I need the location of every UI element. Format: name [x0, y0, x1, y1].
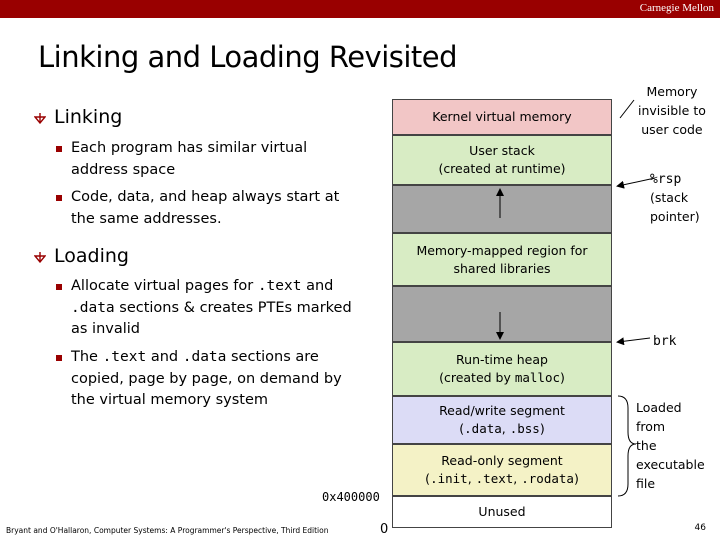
bullet-linking-label: Linking [54, 106, 123, 128]
loading-item-2-text: The .text and .data sections are copied, page by page, on demand by the virtual memory system [71, 349, 342, 408]
user-stack-line1: User stack [469, 143, 535, 158]
start-address-label: 0x400000 [322, 490, 380, 504]
mmap-line2: shared libraries [453, 260, 551, 276]
loading-item-1-text: Allocate virtual pages for .text and .data sections & creates PTEs marked as invalid [71, 278, 352, 337]
heap-line2: (created by malloc) [439, 370, 565, 385]
heap-line1: Run-time heap [456, 352, 548, 367]
footer-citation: Bryant and O'Hallaron, Computer Systems: A Programmer's Perspective, Third Edition [6, 526, 329, 535]
rw-line2: (.data, .bss) [459, 421, 545, 436]
user-stack-line2: (created at runtime) [438, 161, 566, 176]
slide-title: Linking and Loading Revisited [38, 40, 458, 74]
rsp-note: (stack pointer) [650, 190, 700, 224]
linking-item-1-text: Each program has similar virtual address space [71, 140, 308, 178]
loaded-note: Loaded from the executable file [636, 400, 705, 491]
loaded-brace [618, 396, 636, 496]
rsp-label: %rsp [650, 172, 682, 187]
brk-pointer-arrow [618, 338, 650, 342]
kernel-memory-segment: Kernel virtual memory [392, 99, 612, 135]
ro-line2: (.init, .text, .rodata) [425, 471, 579, 486]
bullet-loading-label: Loading [54, 245, 129, 267]
page-number: 46 [694, 523, 706, 533]
rw-line1: Read/write segment [439, 403, 565, 418]
linking-item-2-text: Code, data, and heap always start at the same addresses. [71, 189, 340, 227]
kernel-brace-line [620, 100, 634, 118]
mmap-line1: Memory-mapped region for [416, 242, 588, 258]
zero-address-label: 0 [380, 522, 389, 537]
ro-line1: Read-only segment [441, 453, 563, 468]
brand-label: Carnegie Mellon [639, 2, 714, 14]
brk-label: brk [653, 334, 677, 349]
unused-segment: Unused [392, 496, 612, 528]
invisible-note: Memory invisible to user code [638, 84, 706, 137]
